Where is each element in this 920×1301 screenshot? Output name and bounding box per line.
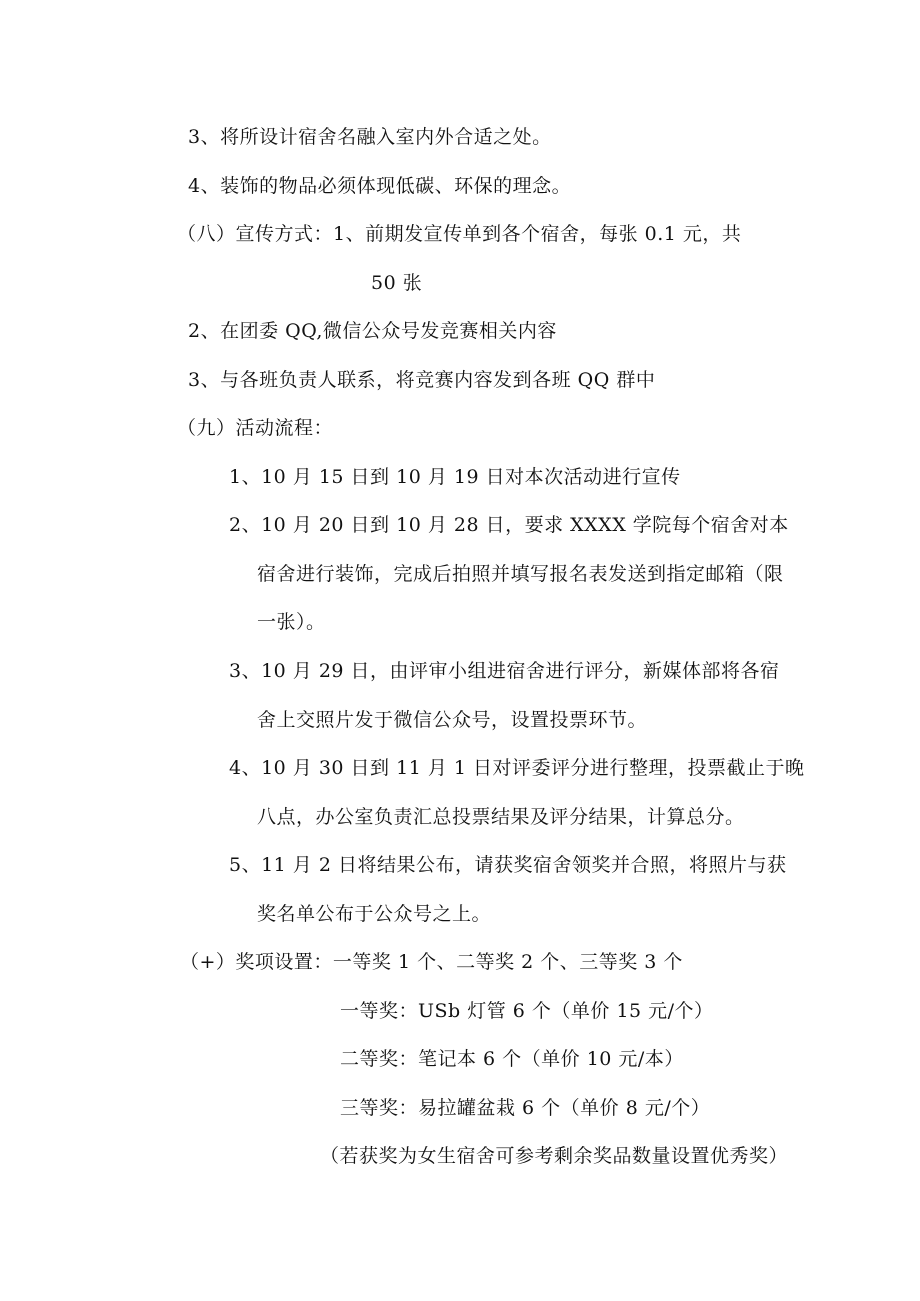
- process-step-2: 2、10 月 20 日到 10 月 28 日，要求 XXXX 学院每个宿舍对本: [229, 514, 789, 536]
- third-prize: 三等奖：易拉罐盆栽 6 个（单价 8 元/个）: [340, 1097, 711, 1119]
- publicity-method-2: 2、在团委 QQ,微信公众号发竞赛相关内容: [188, 320, 557, 342]
- process-step-2-continuation: 宿舍进行装饰，完成后拍照并填写报名表发送到指定邮箱（限: [257, 563, 784, 585]
- requirement-4: 4、装饰的物品必须体现低碳、环保的理念。: [188, 175, 572, 197]
- section-8-publicity-method: （八）宣传方式：1、前期发宣传单到各个宿舍，每张 0.1 元，共: [177, 223, 742, 245]
- process-step-1: 1、10 月 15 日到 10 月 19 日对本次活动进行宣传: [229, 466, 681, 488]
- publicity-method-3: 3、与各班负责人联系，将竞赛内容发到各班 QQ 群中: [188, 369, 656, 391]
- section-9-activity-process: （九）活动流程：: [177, 417, 334, 439]
- process-step-5-continuation: 奖名单公布于公众号之上。: [257, 903, 492, 925]
- process-step-3: 3、10 月 29 日，由评审小组进宿舍进行评分，新媒体部将各宿: [229, 660, 780, 682]
- process-step-3-continuation: 舍上交照片发于微信公众号，设置投票环节。: [257, 709, 648, 731]
- awards-note: （若获奖为女生宿舍可参考剩余奖品数量设置优秀奖）: [320, 1145, 789, 1167]
- section-10-awards: （+）奖项设置：一等奖 1 个、二等奖 2 个、三等奖 3 个: [180, 951, 683, 973]
- requirement-3: 3、将所设计宿舍名融入室内外合适之处。: [188, 126, 552, 148]
- process-step-2-end: 一张）。: [257, 611, 326, 633]
- process-step-4: 4、10 月 30 日到 11 月 1 日对评委评分进行整理，投票截止于晚: [229, 757, 805, 779]
- publicity-method-continuation: 50 张: [371, 272, 423, 294]
- process-step-4-continuation: 八点，办公室负责汇总投票结果及评分结果，计算总分。: [257, 806, 745, 828]
- process-step-5: 5、11 月 2 日将结果公布，请获奖宿舍领奖并合照，将照片与获: [229, 854, 787, 876]
- first-prize: 一等奖：USb 灯管 6 个（单价 15 元/个）: [340, 1000, 714, 1022]
- second-prize: 二等奖：笔记本 6 个（单价 10 元/本）: [340, 1048, 684, 1070]
